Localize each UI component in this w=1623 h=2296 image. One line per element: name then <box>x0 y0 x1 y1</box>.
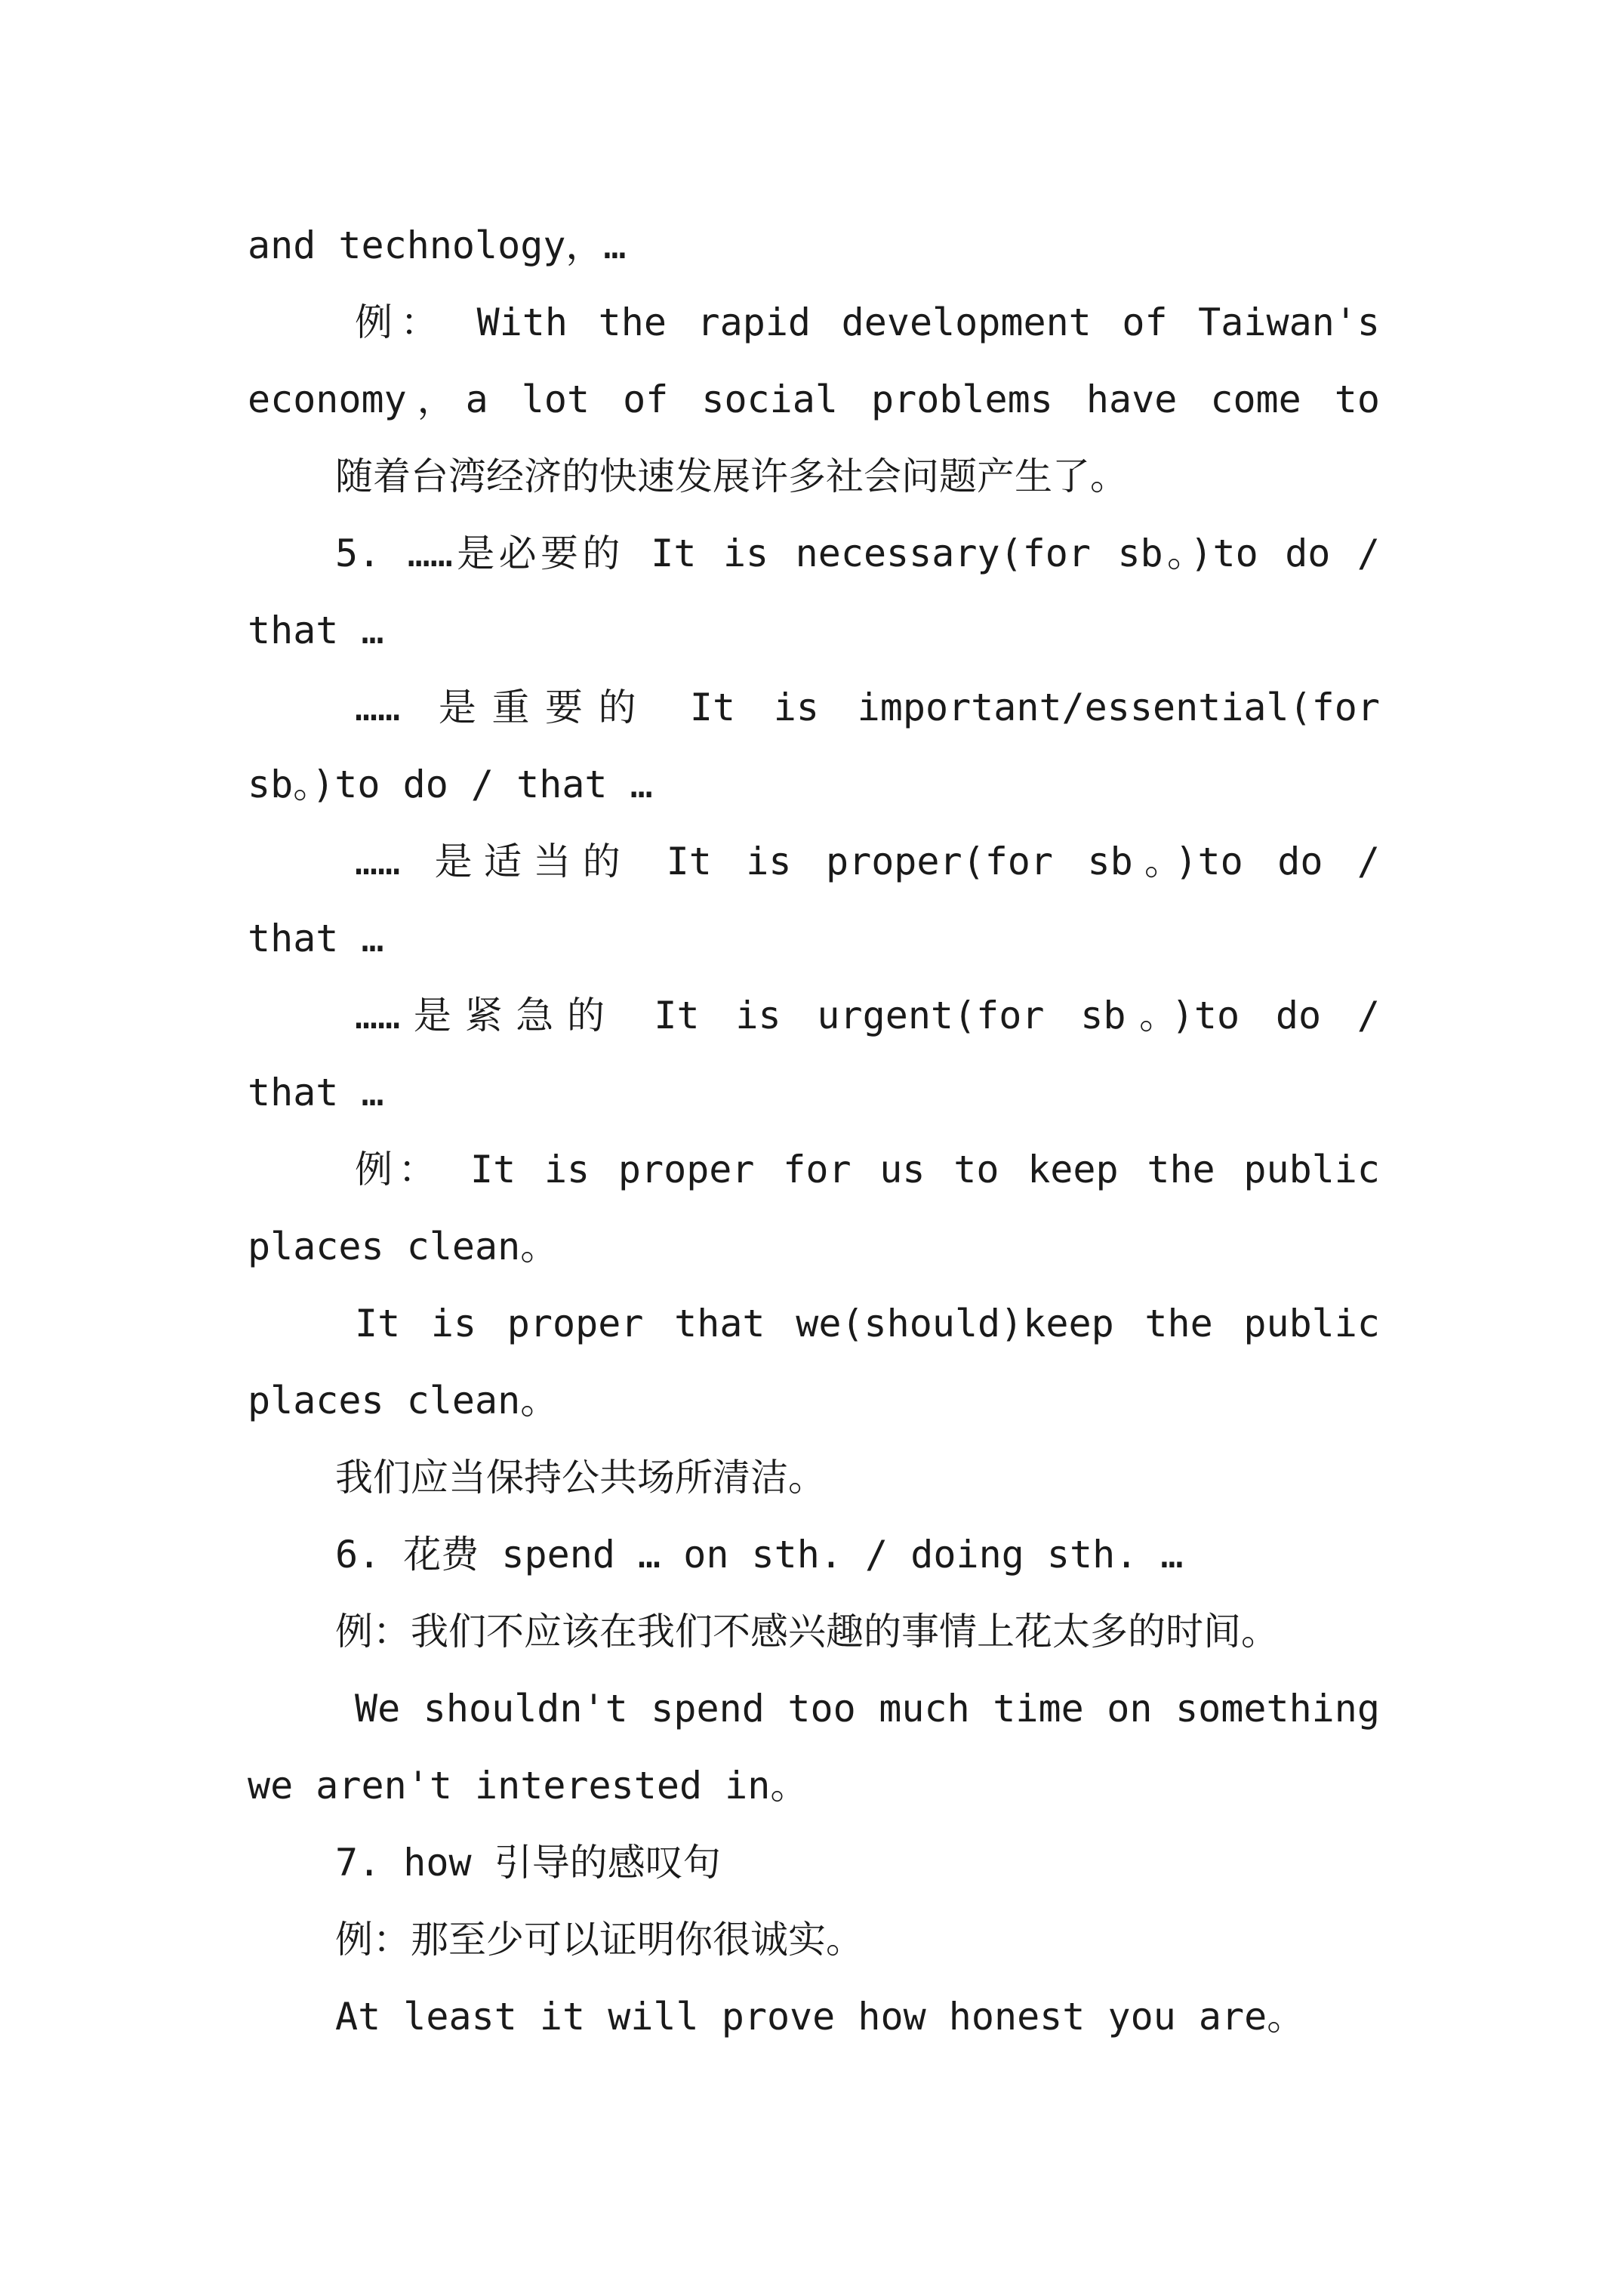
text-line: places clean。 <box>248 1379 559 1422</box>
text-line: sb。)to do / that … <box>248 763 653 806</box>
text-line: ……是紧急的 It is urgent(for sb。)to do / <box>355 994 1380 1037</box>
text-line: 7. how 引导的感叹句 <box>335 1841 721 1885</box>
text-line: 6. 花费 spend … on sth. / doing sth. … <box>335 1533 1184 1576</box>
text-line: 例：那至少可以证明你很诚实。 <box>335 1918 864 1962</box>
text-line: …… 是重要的 It is important/essential(for <box>355 686 1380 729</box>
text-line: 例：我们不应该在我们不感兴趣的事情上花太多的时间。 <box>335 1610 1279 1653</box>
text-line: 例： With the rapid development of Taiwan's <box>355 300 1380 344</box>
text-line: and technology，… <box>248 223 627 267</box>
text-line: that … <box>248 1071 384 1114</box>
text-line: 5. ……是必要的 It is necessary(for sb。)to do / <box>335 532 1380 575</box>
text-line: …… 是适当的 It is proper(for sb。)to do / <box>355 840 1380 883</box>
text-line: 随着台湾经济的快速发展许多社会问题产生了。 <box>335 455 1128 498</box>
text-line: that … <box>248 917 384 960</box>
text-line: that … <box>248 609 384 652</box>
text-line: 例： It is proper for us to keep the public <box>355 1148 1380 1191</box>
text-line: we aren't interested in。 <box>248 1764 808 1808</box>
text-line: At least it will prove how honest you are。 <box>335 1995 1305 2039</box>
text-line: It is proper that we(should)keep the public <box>355 1302 1380 1345</box>
text-line: economy，a lot of social problems have come to <box>248 378 1380 421</box>
text-line: We shouldn't spend too much time on something <box>355 1687 1380 1730</box>
text-line: 我们应当保持公共场所清洁。 <box>335 1456 826 1499</box>
text-line: places clean。 <box>248 1225 559 1268</box>
